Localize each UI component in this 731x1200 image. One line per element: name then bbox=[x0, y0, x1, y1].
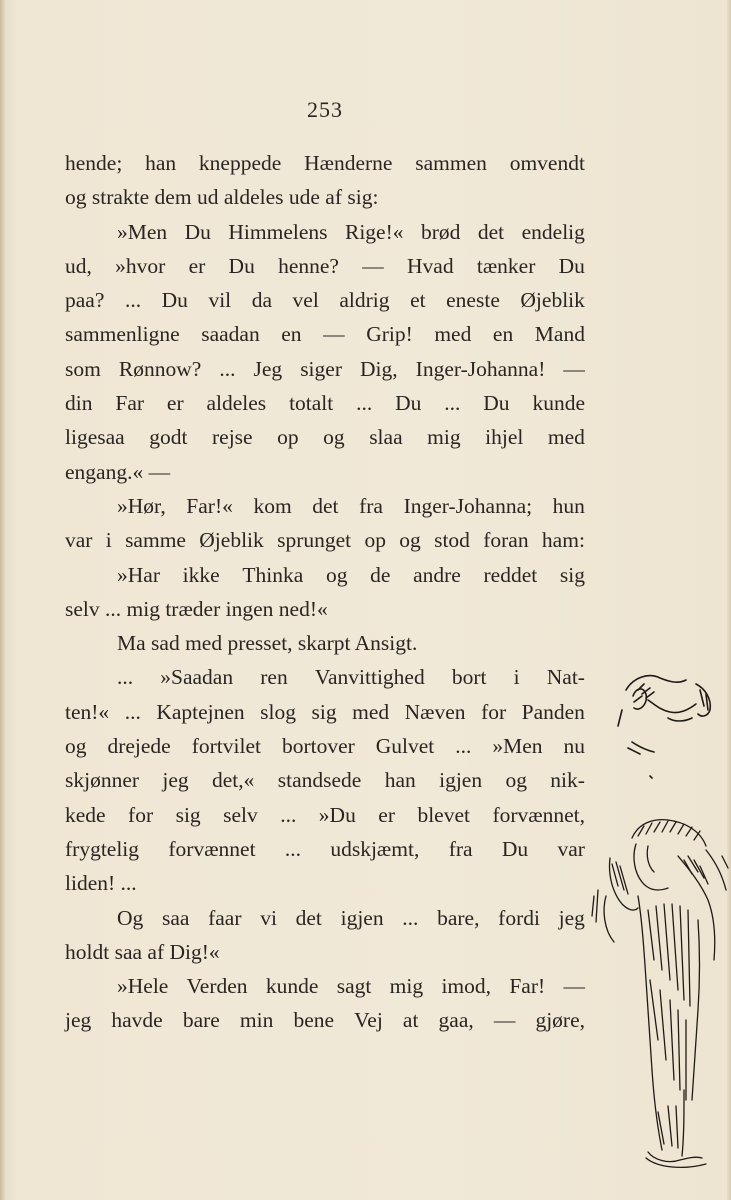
text-line: liden! ... bbox=[65, 871, 137, 896]
small-sketch-head bbox=[618, 676, 710, 778]
text-line: og strakte dem ud aldeles ude af sig: bbox=[65, 185, 379, 210]
text-line: jeg havde bare min bene Vej at gaa, — gjøre, bbox=[65, 1008, 585, 1033]
text-line: kede for sig selv ... »Du er blevet forvænnet, bbox=[65, 802, 585, 827]
text-line: selv ... mig træder ingen ned!« bbox=[65, 596, 328, 621]
text-line: engang.« — bbox=[65, 459, 171, 484]
text-line: »Hele Verden kunde sagt mig imod, Far! — bbox=[117, 974, 585, 999]
body-text bbox=[65, 146, 585, 1038]
text-line: paa? ... Du vil da vel aldrig et eneste Øjeblik bbox=[65, 288, 585, 313]
text-line: »Hør, Far!« kom det fra Inger-Johanna; hun bbox=[117, 493, 585, 518]
page-gutter-edge bbox=[0, 0, 5, 1200]
text-line: Ma sad med presset, skarpt Ansigt. bbox=[117, 631, 418, 656]
text-line: som Rønnow? ... Jeg siger Dig, Inger-Johanna! — bbox=[65, 356, 585, 381]
ink-sketch-illustration bbox=[588, 660, 731, 1180]
text-line: sammenligne saadan en — Grip! med en Mand bbox=[65, 322, 585, 347]
text-line: »Men Du Himmelens Rige!« brød det endelig bbox=[117, 219, 585, 244]
text-line: hende; han kneppede Hænderne sammen omvendt bbox=[65, 151, 585, 175]
text-line: ud, »hvor er Du henne? — Hvad tænker Du bbox=[65, 253, 585, 278]
text-line: frygtelig forvænnet ... udskjæmt, fra Du var bbox=[65, 836, 585, 861]
text-line: skjønner jeg det,« standsede han igjen og nik- bbox=[65, 768, 585, 793]
text-line: din Far er aldeles totalt ... Du ... Du kunde bbox=[65, 391, 585, 416]
text-line: og drejede fortvilet bortover Gulvet ... »Men nu bbox=[65, 734, 585, 759]
page-number: 253 bbox=[307, 97, 343, 122]
standing-man-figure bbox=[592, 820, 728, 1168]
text-line: ten!« ... Kaptejnen slog sig med Næven for Panden bbox=[65, 699, 585, 724]
text-line: ligesaa godt rejse op og slaa mig ihjel med bbox=[65, 425, 585, 450]
text-line: »Har ikke Thinka og de andre reddet sig bbox=[117, 562, 585, 587]
text-line: var i samme Øjeblik sprunget op og stod foran ham: bbox=[65, 528, 585, 553]
text-line: Og saa faar vi det igjen ... bare, fordi jeg bbox=[117, 905, 585, 930]
text-line: holdt saa af Dig!« bbox=[65, 939, 220, 964]
text-line: ... »Saadan ren Vanvittighed bort i Nat- bbox=[117, 665, 585, 690]
